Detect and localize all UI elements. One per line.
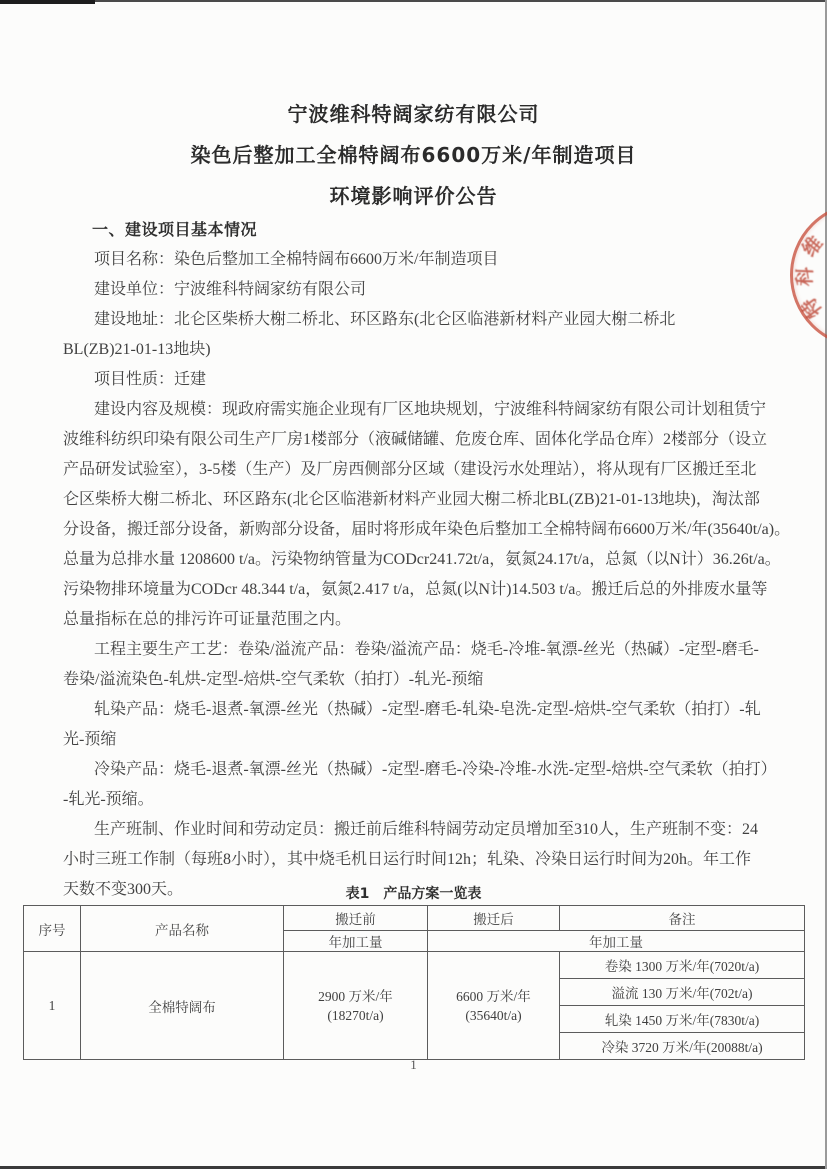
product-plan-table	[23, 905, 805, 1060]
cell-after-tonnage: (35640t/a)	[465, 1007, 522, 1023]
scan-edge-top-left	[0, 0, 95, 4]
body-line: 建设内容及规模：现政府需实施企业现有厂区地块规划，宁波维科特阔家纺有限公司计划租赁宁	[94, 401, 767, 418]
header-note: 备注	[560, 906, 805, 931]
cell-product: 全棉特阔布	[81, 952, 284, 1060]
cell-after	[428, 952, 560, 1060]
body-line: 建设地址：北仑区柴桥大榭二桥北、环区路东(北仑区临港新材料产业园大榭二桥北	[94, 311, 676, 328]
body-line: 光-预缩	[63, 731, 117, 748]
document-title	[0, 94, 827, 217]
body-line: 波维科纺织印染有限公司生产厂房1楼部分（液碱储罐、危废仓库、固体化学品仓库）2楼部分（设立	[63, 431, 768, 448]
body-line: 小时三班工作制（每班8小时），其中烧毛机日运行时间12h；轧染、冷染日运行时间为20h。年工作	[63, 851, 752, 868]
header-after: 搬迁后	[428, 906, 560, 931]
body-line: 总量指标在总的排污许可证量范围之内。	[63, 611, 352, 628]
title-line-company: 宁波维科特阔家纺有限公司	[287, 102, 540, 126]
cell-note-lengran: 冷染 3720 万米/年(20088t/a)	[560, 1033, 805, 1060]
body-line: 建设单位：宁波维科特阔家纺有限公司	[94, 281, 367, 298]
body-line: 生产班制、作业时间和劳动定员：搬迁前后维科特阔劳动定员增加至310人，生产班制不变：24	[94, 821, 759, 838]
body-line: 总量为总排水量 1208600 t/a。污染物纳管量为CODcr241.72t/a，氨氮24.17t/a，总氮（以N计）36.26t/a。	[63, 551, 781, 568]
red-seal-stamp	[790, 202, 827, 348]
body-line: 产品研发试验室），3-5楼（生产）及厂房西侧部分区域（建设污水处理站），将从现有厂区搬迁至北	[63, 461, 757, 478]
cell-before	[284, 952, 428, 1060]
cell-before-qty: 2900 万米/年	[318, 988, 393, 1004]
table-header-row-1	[24, 906, 805, 931]
body-line: 项目名称：染色后整加工全棉特阔布6600万米/年制造项目	[94, 251, 499, 268]
document-body	[63, 215, 791, 905]
header-sub-before: 年加工量	[284, 931, 428, 952]
body-line: 工程主要生产工艺：卷染/溢流产品：卷染/溢流产品：烧毛-冷堆-氧漂-丝光（热碱）-定型-磨毛-	[94, 641, 759, 658]
cell-before-tonnage: (18270t/a)	[327, 1007, 384, 1023]
header-product: 产品名称	[81, 906, 284, 952]
body-line: BL(ZB)21-01-13地块)	[63, 341, 211, 358]
cell-seq: 1	[24, 952, 81, 1060]
body-line: 污染物排环境量为CODcr 48.344 t/a，氨氮2.417 t/a，总氮(以N计)14.503 t/a。搬迁后总的外排废水量等	[63, 581, 768, 598]
section-heading: 一、建设项目基本情况	[92, 220, 258, 239]
body-line: 卷染/溢流染色-轧烘-定型-焙烘-空气柔软（拍打）-轧光-预缩	[63, 671, 484, 688]
stamp-character: 特	[797, 293, 827, 322]
body-line: 冷染产品：烧毛-退煮-氧漂-丝光（热碱）-定型-磨毛-冷染-冷堆-水洗-定型-焙烘-空气柔软（拍打）	[94, 761, 777, 778]
scan-edge-top	[0, 0, 827, 2]
body-line: 项目性质：迁建	[94, 371, 207, 388]
header-before: 搬迁前	[284, 906, 428, 931]
body-line: 仑区柴桥大榭二桥北、环区路东(北仑区临港新材料产业园大榭二桥北BL(ZB)21-01-13地块)，淘汰部	[63, 491, 760, 508]
cell-note-juanran: 卷染 1300 万米/年(7020t/a)	[560, 952, 805, 979]
title-line-project: 染色后整加工全棉特阔布6600万米/年制造项目	[190, 143, 637, 167]
stamp-character: 科	[793, 266, 817, 287]
body-line: 轧染产品：烧毛-退煮-氧漂-丝光（热碱）-定型-磨毛-轧染-皂洗-定型-焙烘-空气柔软（拍打）-轧	[94, 701, 761, 718]
title-line-announcement: 环境影响评价公告	[329, 184, 498, 208]
page-number: 1	[410, 1057, 417, 1072]
header-sub-after-note: 年加工量	[428, 931, 805, 952]
cell-note-yiliu: 溢流 130 万米/年(702t/a)	[560, 979, 805, 1006]
cell-after-qty: 6600 万米/年	[456, 988, 531, 1004]
cell-note-zharan: 轧染 1450 万米/年(7830t/a)	[560, 1006, 805, 1033]
body-line: -轧光-预缩。	[63, 791, 154, 808]
stamp-character: 维	[798, 232, 827, 261]
body-line: 天数不变300天。	[63, 881, 184, 898]
table-row	[24, 952, 805, 979]
table-caption: 表1 产品方案一览表	[345, 886, 482, 902]
body-line: 分设备，搬迁部分设备，新购部分设备，届时将形成年染色后整加工全棉特阔布6600万米/年(35640t/a)。	[63, 521, 791, 538]
header-seq: 序号	[24, 906, 81, 952]
